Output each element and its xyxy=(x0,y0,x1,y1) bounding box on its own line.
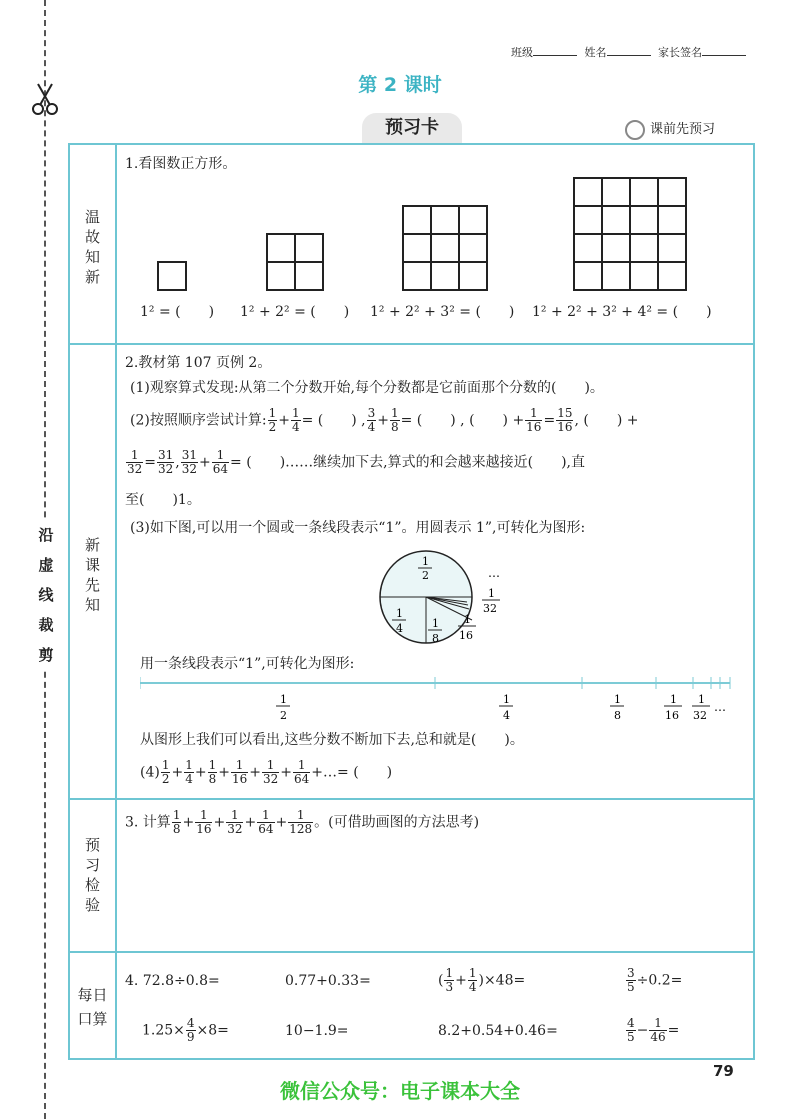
svg-text:1: 1 xyxy=(422,555,429,568)
svg-text:1: 1 xyxy=(614,693,621,706)
calc-7: 8.2+0.54+0.46= xyxy=(438,1023,558,1039)
svg-text:1: 1 xyxy=(464,613,471,626)
part-2: (2)按照顺序尝试计算: $\frac{1}{2}$ + $\frac{1}{4}$ = ( ) , $\frac{3}{4}$ + $\frac{1}{8}$ = ( ) , ( ) + $\frac{1}{16}$ = $\frac{15}{16}$ , ( ) + xyxy=(130,406,639,434)
svg-text:1: 1 xyxy=(280,693,287,706)
part-3-conclusion: 从图形上我们可以看出,这些分数不断加下去,总和就是( )。 xyxy=(140,732,524,748)
expr-4: 1² + 2² + 3² + 4² = ( ) xyxy=(532,304,712,320)
svg-text:8: 8 xyxy=(614,709,621,722)
label-review: 温 故 知 新 xyxy=(84,208,100,286)
expr-2: 1² + 2² = ( ) xyxy=(240,304,350,320)
preview-badge: 课前先预习 xyxy=(625,118,715,140)
svg-text:32: 32 xyxy=(693,709,707,722)
circle-diagram xyxy=(376,547,526,647)
square-3x3 xyxy=(402,205,488,291)
expr-1: 1² = ( ) xyxy=(140,304,215,320)
clock-icon xyxy=(625,120,645,140)
svg-text:4: 4 xyxy=(503,709,510,722)
preview-card xyxy=(68,143,755,1060)
part-4: (4) $\frac{1}{2}$ + $\frac{1}{4}$ + $\frac{1}{8}$ + $\frac{1}{16}$ + $\frac{1}{32}$ + $\frac{1}{64}$ +…= ( ) xyxy=(140,758,393,786)
cut-instruction: 沿 虚 线 裁 剪 xyxy=(34,520,58,670)
expr-3: 1² + 2² + 3² = ( ) xyxy=(370,304,515,320)
svg-text:1: 1 xyxy=(432,617,439,630)
svg-text:2: 2 xyxy=(422,569,429,582)
svg-text:1: 1 xyxy=(670,693,677,706)
calc-4: $\frac{3}{5}$ ÷0.2= xyxy=(627,966,683,994)
svg-text:4: 4 xyxy=(396,622,403,635)
svg-text:1: 1 xyxy=(503,693,510,706)
calc-5: 1.25× $\frac{4}{9}$ ×8= xyxy=(142,1016,229,1044)
square-2x2 xyxy=(266,233,324,291)
svg-text:1: 1 xyxy=(488,587,495,600)
svg-text:1: 1 xyxy=(698,693,705,706)
calc-6: 10−1.9= xyxy=(285,1023,349,1039)
question-2: 2.教材第 107 页例 2。 xyxy=(125,355,272,371)
part-3-segment: 用一条线段表示“1”,可转化为图形: xyxy=(140,656,355,672)
header-fields: 班级 姓名 家长签名 xyxy=(511,44,750,60)
line-segment-diagram xyxy=(140,675,740,725)
calc-1: 4. 72.8÷0.8= xyxy=(125,973,220,989)
question-3: 3. 计算 $\frac{1}{8}$ + $\frac{1}{16}$ + $\frac{1}{32}$ + $\frac{1}{64}$ + $\frac{1}{128}$ 。(可借助画图的方法思考) xyxy=(125,808,480,836)
square-1x1 xyxy=(157,261,187,291)
label-new: 新 课 先 知 xyxy=(84,536,100,614)
svg-text:2: 2 xyxy=(280,709,287,722)
part-2-cont: $\frac{1}{32}$ = $\frac{31}{32}$ , $\frac{31}{32}$ + $\frac{1}{64}$ = ( )……继续加下去,算式的和会越来越接近( ),直 xyxy=(127,448,585,476)
name-field[interactable] xyxy=(607,55,651,56)
question-1: 1.看图数正方形。 xyxy=(125,156,237,172)
card-title: 预习卡 xyxy=(362,113,462,143)
part-3: (3)如下图,可以用一个圆或一条线段表示“1”。用圆表示 1”,可转化为图形: xyxy=(130,520,586,536)
parent-sign-field[interactable] xyxy=(702,55,746,56)
calc-8: $\frac{4}{5}$ − $\frac{1}{46}$ = xyxy=(627,1016,680,1044)
svg-text:32: 32 xyxy=(483,602,497,615)
svg-text:…: … xyxy=(488,566,500,580)
square-4x4 xyxy=(573,177,687,291)
row-divider xyxy=(70,951,753,953)
calc-2: 0.77+0.33= xyxy=(285,973,371,989)
svg-text:1: 1 xyxy=(396,607,403,620)
class-field[interactable] xyxy=(533,55,577,56)
label-daily: 每日 口算 xyxy=(77,986,108,1028)
svg-text:16: 16 xyxy=(459,629,473,642)
svg-text:8: 8 xyxy=(432,632,439,645)
svg-text:…: … xyxy=(714,700,726,714)
part-2-end: 至( )1。 xyxy=(125,492,201,508)
row-divider xyxy=(70,798,753,800)
svg-text:16: 16 xyxy=(665,709,679,722)
footer-watermark: 微信公众号：电子课本大全 xyxy=(280,1079,520,1103)
part-1: (1)观察算式发现:从第二个分数开始,每个分数都是它前面那个分数的( )。 xyxy=(130,380,604,396)
lesson-title: 第 2 课时 xyxy=(358,74,442,96)
calc-3: ( $\frac{1}{3}$ + $\frac{1}{4}$ )×48= xyxy=(438,966,526,994)
row-divider xyxy=(70,343,753,345)
page-number: 79 xyxy=(713,1062,734,1080)
label-check: 预 习 检 验 xyxy=(84,836,100,914)
